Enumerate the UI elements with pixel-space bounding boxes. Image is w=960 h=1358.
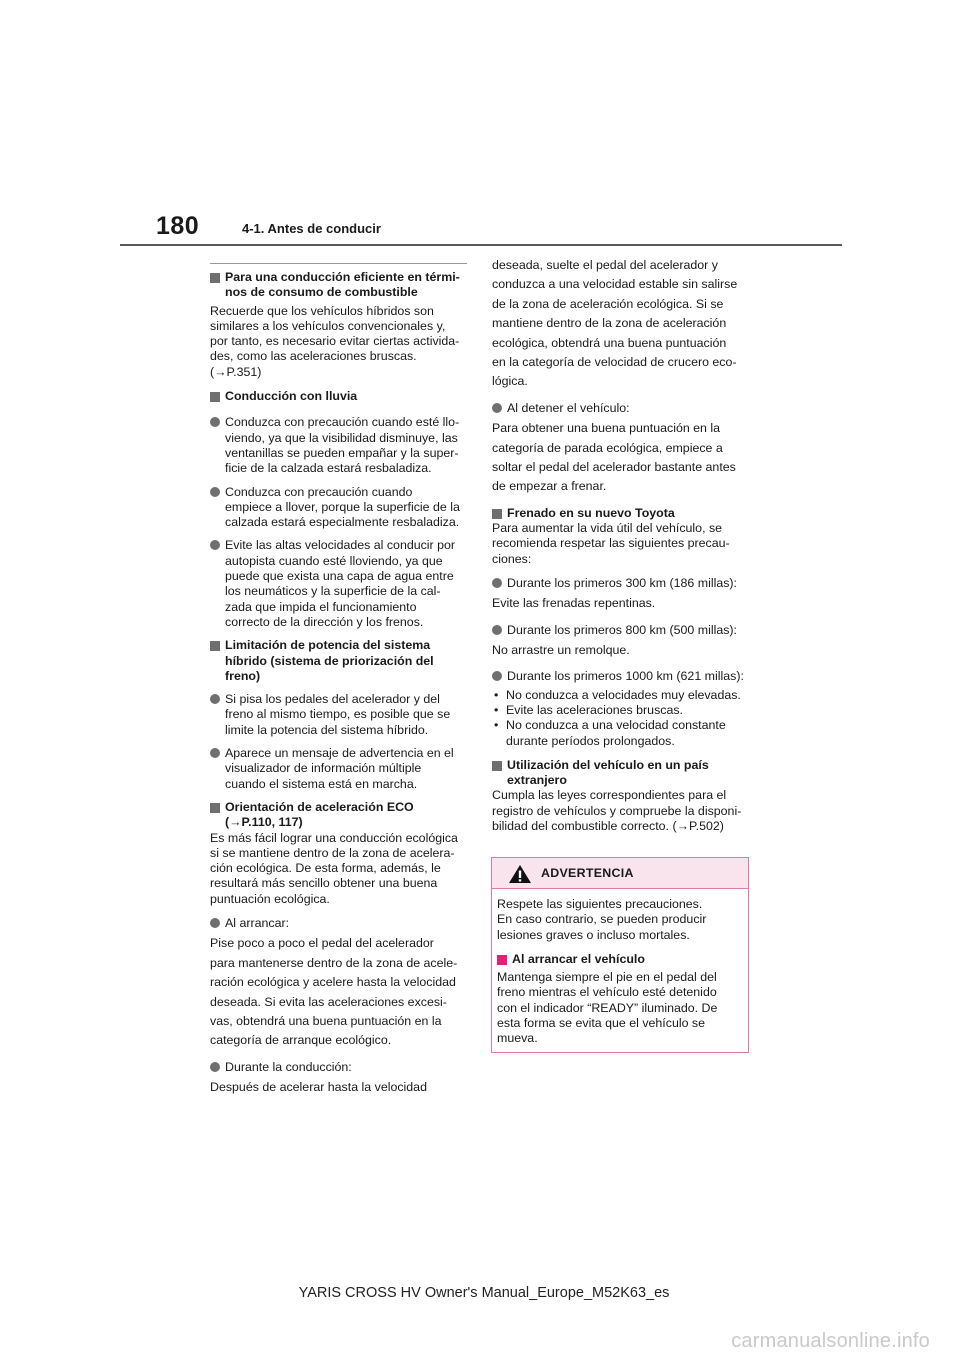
heading-break-in: Frenado en su nuevo Toyota [492, 506, 756, 521]
warning-triangle-icon [508, 864, 532, 884]
left-column [210, 270, 470, 1106]
bullet-dot-icon [210, 540, 220, 550]
sub-bullet-item: • No conduzca a una velocidad constante durante períodos prolongados. [494, 718, 726, 748]
paragraph: Pise poco a poco el pedal del acelerador para mantenerse dentro de la zona de acele- ración ecológica y acelere hasta la velocidad deseada. Si evita las aceleraciones excesi- vas, obtendrá una buena puntuación en la categoría de arranque ecológico. [210, 936, 458, 1048]
bullet-item: Al arrancar: [210, 916, 470, 931]
bullet-dot-icon [210, 487, 220, 497]
section-title: 4-1. Antes de conducir [242, 221, 381, 236]
bullet-dot-icon [492, 403, 502, 413]
paragraph: Respete las siguientes precauciones. En caso contrario, se pueden producir lesiones graves o incluso mortales. [497, 897, 707, 942]
square-marker-icon [210, 641, 220, 651]
square-marker-icon [492, 509, 502, 519]
heading-rain-driving: Conducción con lluvia [210, 389, 470, 404]
bullet-dot-icon [492, 578, 502, 588]
sub-bullet-item: • No conduzca a velocidades muy elevadas. [494, 687, 741, 702]
square-marker-icon [210, 273, 220, 283]
square-marker-icon [210, 803, 220, 813]
paragraph: Recuerde que los vehículos híbridos son similares a los vehículos convencionales y, por tanto, es necesario evitar ciertas activida- des, como las aceleraciones bruscas. (→P.351) [210, 303, 460, 379]
paragraph: deseada, suelte el pedal del acelerador y conduzca a una velocidad estable sin salirse de la zona de aceleración ecológica. Si se mantiene dentro de la zona de aceleración ecológica, obtendrá una buena puntuación en la categoría de velocidad de crucero eco- lógica. [492, 258, 738, 389]
heading-starting-vehicle: Al arrancar el vehículo [497, 952, 744, 967]
paragraph: Para obtener una buena puntuación en la categoría de parada ecológica, empiece a soltar el pedal del acelerador bastante antes de empezar a frenar. [492, 421, 736, 494]
footer: YARIS CROSS HV Owner's Manual_Europe_M52K63_es [298, 1285, 670, 1301]
bullet-dot-icon [210, 417, 220, 427]
square-marker-icon [492, 761, 502, 771]
square-marker-icon [210, 392, 220, 402]
heading-eco-guidance: Orientación de aceleración ECO (→P.110, 117) [210, 800, 470, 831]
bullet-dot-icon [210, 1062, 220, 1072]
bullet-item: Conduzca con precaución cuando empiece a llover, porque la superficie de la calzada estará especialmente resbaladiza. [210, 485, 470, 531]
bullet-dot-icon [210, 694, 220, 704]
bullet-item: Durante los primeros 800 km (500 millas): [492, 623, 756, 638]
sub-bullet-item: • Evite las aceleraciones bruscas. [494, 702, 683, 717]
warning-body [492, 889, 748, 1047]
header-rule [120, 244, 842, 246]
bullet-item: Conduzca con precaución cuando esté llo- viendo, ya que la visibilidad disminuye, las ventanillas se pueden empañar y la super- ficie de la calzada estará resbaladiza. [210, 415, 470, 476]
heading-efficient-driving: Para una conducción eficiente en térmi- nos de consumo de combustible [210, 270, 470, 301]
right-column [492, 256, 756, 843]
warning-box [491, 857, 749, 1053]
bullet-item: Al detener el vehículo: [492, 401, 756, 416]
bullet-item: Si pisa los pedales del acelerador y del freno al mismo tiempo, es posible que se limite la potencia del sistema híbrido. [210, 692, 470, 738]
paragraph: Es más fácil lograr una conducción ecológica si se mantiene dentro de la zona de acelera- ción ecológica. De esta forma, además, le resultará más sencillo obtener una buena puntuación ecológica. [210, 830, 458, 906]
paragraph: No arrastre un remolque. [492, 642, 630, 657]
paragraph: Mantenga siempre el pie en el pedal del freno mientras el vehículo esté detenido con el indicador “READY” iluminado. De esta forma se evita que el vehículo se mueva. [497, 970, 718, 1046]
heading-power-limitation: Limitación de potencia del sistema híbrido (sistema de priorización del freno) [210, 638, 470, 684]
watermark: carmanualsonline.info [731, 1330, 930, 1352]
square-marker-icon [497, 955, 507, 965]
paragraph: Para aumentar la vida útil del vehículo, se recomienda respetar las siguientes precau- ciones: [492, 521, 730, 566]
bullet-item: Durante los primeros 300 km (186 millas): [492, 576, 756, 591]
paragraph: Cumpla las leyes correspondientes para el registro de vehículos y compruebe la disponi- bilidad del combustible correcto. (→P.502) [492, 788, 742, 834]
warning-title: ADVERTENCIA [541, 866, 634, 880]
bullet-dot-icon [492, 671, 502, 681]
warning-header [492, 858, 748, 889]
bullet-item: Aparece un mensaje de advertencia en el visualizador de información múltiple cuando el sistema está en marcha. [210, 746, 470, 792]
page-number: 180 [156, 212, 200, 240]
paragraph: Después de acelerar hasta la velocidad [210, 1080, 427, 1095]
bullet-dot-icon [492, 625, 502, 635]
paragraph: Evite las frenadas repentinas. [492, 596, 656, 611]
bullet-item: Durante la conducción: [210, 1060, 470, 1075]
bullet-dot-icon [210, 748, 220, 758]
bullet-item: Evite las altas velocidades al conducir por autopista cuando esté lloviendo, ya que puede que exista una capa de agua entre los neumáticos y la superficie de la cal- zada que impida el funcionamiento correcto de la dirección y los frenos. [210, 538, 470, 630]
bullet-dot-icon [210, 918, 220, 928]
heading-foreign-use: Utilización del vehículo en un país extranjero [492, 758, 756, 789]
column-top-rule [210, 263, 467, 264]
bullet-item: Durante los primeros 1000 km (621 millas): [492, 669, 756, 684]
